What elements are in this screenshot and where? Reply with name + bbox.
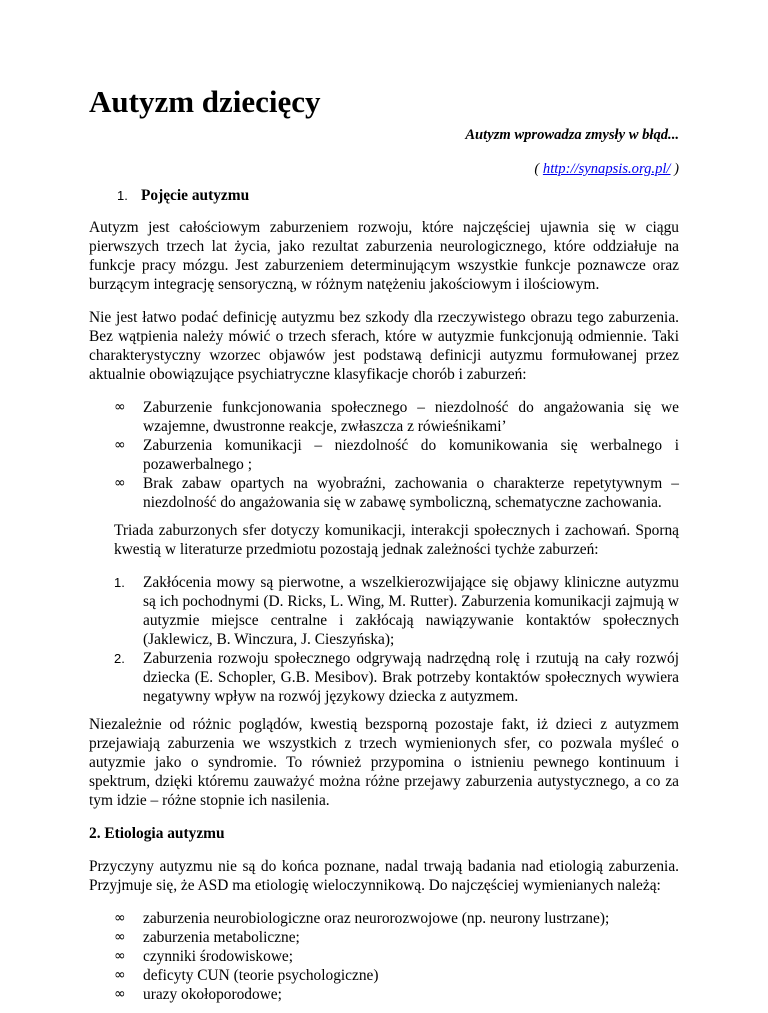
bullet-icon: ∞ (114, 399, 126, 415)
bullet-list (89, 909, 679, 1004)
list-item: ∞ czynniki środowiskowe; (114, 948, 294, 965)
bullet-icon: ∞ (114, 475, 126, 491)
bullet-icon: ∞ (114, 910, 126, 926)
section-2-heading: 2. Etiologia autyzmu (89, 825, 225, 842)
source-citation (534, 160, 679, 179)
section-2-paragraph: Przyczyny autyzmu nie są do końca poznane, nadal trwają badania nad etiologią zaburzenia. Przyjmuje się, że ASD ma etiologię wieloczynnikową. Do najczęściej wymienianych należą: (89, 858, 679, 894)
source-link[interactable]: http://synapsis.org.pl/ (542, 161, 671, 177)
numbered-list (89, 573, 679, 706)
section-1-paragraph: Autyzm jest całościowym zaburzeniem rozwoju, które najczęściej ujawnia się w ciągu pierwszych trzech lat życia, jako rezultat zaburzenia neurologicznego, które oddziałuje na funkcje pracy mózgu. Jest zaburzeniem determinującym wszystkie funkcje poznawcze oraz burzącym integrację sensoryczną, w różnym natężeniu jakościowym i ilościowym. (89, 219, 679, 293)
document-body (89, 186, 679, 1013)
list-item: ∞ deficyty CUN (teorie psychologiczne) (114, 967, 379, 984)
list-item: 2. Zaburzenia rozwoju społecznego odgrywają nadrzędną rolę i rzutują na cały rozwój dziecka (E. Schopler, G.B. Mesibov). Brak potrzeby kontaktów społecznych wywiera negatywny wpływ na rozwój językowy dziecka z autyzmem. (114, 650, 679, 705)
bullet-icon: ∞ (114, 986, 126, 1002)
section-1-paragraph: Nie jest łatwo podać definicję autyzmu bez szkody dla rzeczywistego obrazu tego zaburzenia. Bez wątpienia należy mówić o trzech sferach, które w autyzmie funkcjonują odmiennie. Taki charakterystyczny wzorzec objawów jest podstawą definicji autyzmu formułowanej przez aktualnie obowiązujące psychiatryczne klasyfikacje chorób i zaburzeń: (89, 309, 679, 383)
section-1-heading (89, 186, 679, 205)
list-item: ∞ Zaburzenie funkcjonowania społecznego – niezdolność do angażowania się we wzajemne, dwustronne reakcje, zwłaszcza z rówieśnikami’ (114, 399, 679, 435)
epigraph: Autyzm wprowadza zmysły w błąd... (465, 127, 679, 143)
bullet-list (89, 398, 679, 512)
list-item: ∞ zaburzenia neurobiologiczne oraz neurorozwojowe (np. neurony lustrzane); (114, 910, 610, 927)
list-item: ∞ Zaburzenia komunikacji – niezdolność do komunikowania się werbalnego i pozawerbalnego ; (114, 437, 679, 473)
bullet-icon: ∞ (114, 948, 126, 964)
section-1-title: Pojęcie autyzmu (141, 187, 250, 204)
list-item: ∞ zaburzenia metaboliczne; (114, 929, 300, 946)
list-number: 1. (114, 575, 125, 590)
section-1-paragraph: Triada zaburzonych sfer dotyczy komunikacji, interakcji społecznych i zachowań. Sporną kwestią w literaturze przedmiotu pozostają jednak zależności tychże zaburzeń: (114, 522, 679, 558)
bullet-icon: ∞ (114, 437, 126, 453)
page-title: Autyzm dziecięcy (89, 84, 321, 119)
source-open-paren: ( (534, 161, 543, 177)
list-item: ∞ Brak zabaw opartych na wyobraźni, zachowania o charakterze repetytywnym – niezdolność do angażowania się w zabawę symboliczną, schematyczne zachowania. (114, 475, 679, 511)
bullet-icon: ∞ (114, 967, 126, 983)
list-item: ∞ urazy okołoporodowe; (114, 986, 282, 1003)
bullet-icon: ∞ (114, 929, 126, 945)
section-1-number: 1. (117, 188, 128, 203)
list-item: 1. Zakłócenia mowy są pierwotne, a wszelkierozwijające się objawy kliniczne autyzmu są ich pochodnymi (D. Ricks, L. Wing, M. Rutter). Zaburzenia komunikacji zajmują w autyzmie miejsce centralne i zakłócają nawiązywanie kontaktów społecznych (Jaklewicz, B. Winczura, J. Cieszyńska); (114, 574, 679, 648)
source-close-paren: ) (670, 161, 679, 177)
section-1-paragraph: Niezależnie od różnic poglądów, kwestią bezsporną pozostaje fakt, iż dzieci z autyzmem przejawiają zaburzenia we wszystkich z trzech wymienionych sfer, co pozwala myśleć o autyzmie jako o syndromie. To również przypomina o istnieniu pewnego kontinuum i spektrum, dzięki któremu zauważyć można różne przejawy zaburzenia autystycznego, a co za tym idzie – różne stopnie ich nasilenia. (89, 716, 679, 809)
list-number: 2. (114, 651, 125, 666)
